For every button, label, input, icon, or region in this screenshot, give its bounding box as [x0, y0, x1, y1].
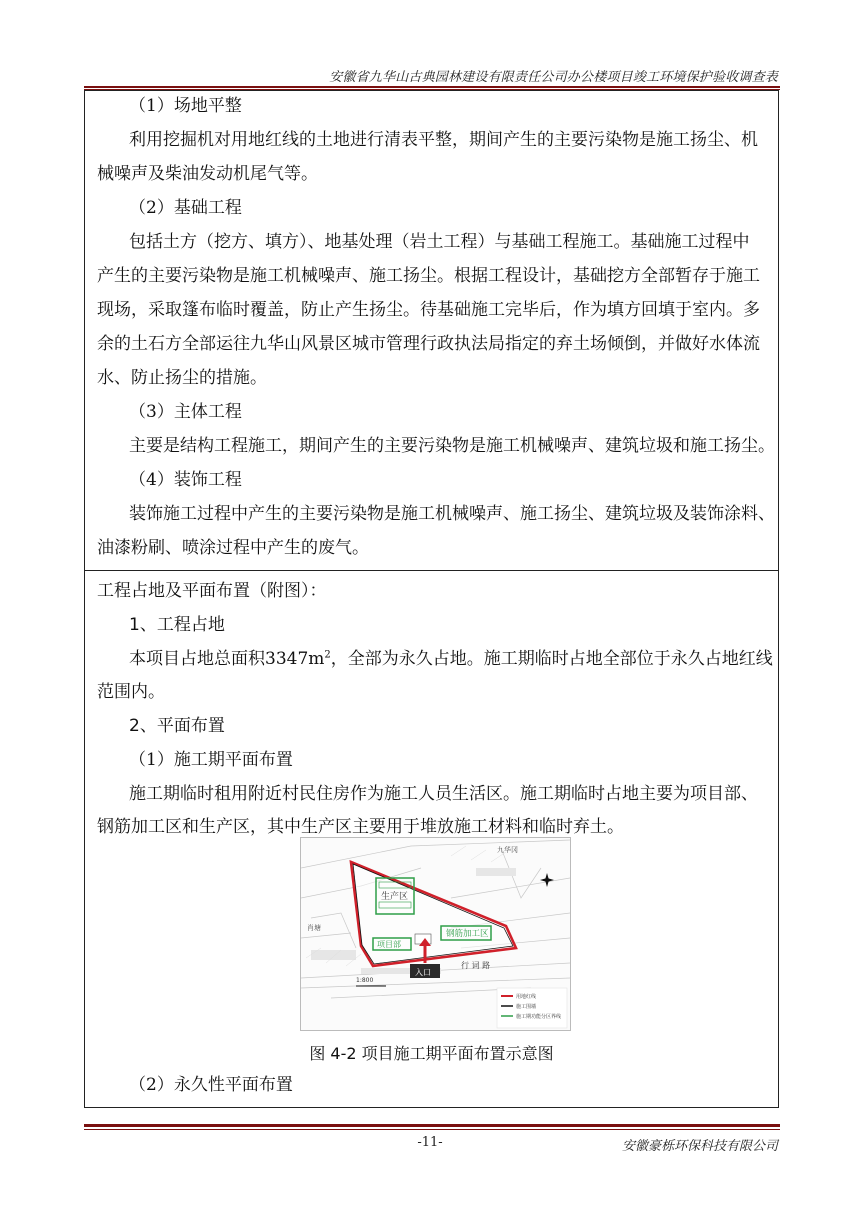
road-label: 行 词 路 — [461, 961, 491, 970]
content-table — [84, 90, 779, 1108]
paragraph-layout-1: 施工期临时租用附近村民住房作为施工人员生活区。施工期临时占地主要为项目部、 — [129, 784, 758, 804]
area-superscript: 2 — [324, 649, 331, 661]
place-label-left: 肖塘 — [307, 924, 321, 932]
footer-company: 安徽豪栎环保科技有限公司 — [621, 1139, 778, 1154]
place-label-top: 九华冈 — [497, 846, 518, 854]
zone-rebar-label: 钢筋加工区 — [446, 929, 489, 939]
site-plan-figure — [300, 837, 571, 1031]
paragraph-layout-2: 钢筋加工区和生产区，其中生产区主要用于堆放施工材料和临时弃土。 — [97, 817, 624, 837]
header-rule — [84, 86, 780, 88]
scale-label: 1:800 — [356, 977, 374, 984]
site-plan-svg — [301, 838, 570, 1030]
paragraph-line: （3）主体工程 — [129, 402, 242, 422]
zone-production-label: 生产区 — [381, 892, 409, 902]
zone-office-label: 项目部 — [377, 940, 401, 949]
paragraph-line: （2）基础工程 — [129, 198, 242, 218]
subheading-construction-layout: （1）施工期平面布置 — [129, 750, 293, 770]
paragraph-area-cont: 范围内。 — [97, 682, 165, 702]
footer-rule — [84, 1124, 780, 1127]
legend-green-line: 施工期功能分区界线 — [516, 1014, 562, 1020]
area-text: 本项目占地总面积3347m — [129, 649, 325, 669]
table-divider — [85, 570, 778, 571]
paragraph-line: 包括土方（挖方、填方）、地基处理（岩土工程）与基础工程施工。基础施工过程中 — [129, 232, 750, 252]
figure-caption: 图 4-2 项目施工期平面布置示意图 — [309, 1044, 554, 1063]
legend-red-line: 用地红线 — [516, 994, 537, 1000]
paragraph-line: 水、防止扬尘的措施。 — [97, 368, 267, 388]
heading-layout: 2、平面布置 — [129, 716, 225, 736]
entrance-label: 入口 — [415, 968, 431, 977]
paragraph-line: 械噪声及柴油发动机尾气等。 — [97, 164, 318, 184]
footer-rule-thin — [84, 1129, 780, 1130]
paragraph-line: 装饰施工过程中产生的主要污染物是施工机械噪声、施工扬尘、建筑垃圾及装饰涂料、 — [129, 504, 775, 524]
paragraph-line: 余的土石方全部运往九华山风景区城市管理行政执法局指定的弃土场倾倒，并做好水体流 — [97, 334, 760, 354]
paragraph-area — [85, 648, 773, 670]
legend-black-line: 施工围墙 — [516, 1004, 537, 1010]
paragraph-line: （1）场地平整 — [129, 96, 242, 116]
heading-land-use: 1、工程占地 — [129, 615, 225, 635]
paragraph-line: （4）装饰工程 — [129, 470, 242, 490]
paragraph-line: 油漆粉刷、喷涂过程中产生的废气。 — [97, 538, 369, 558]
paragraph-line: 产生的主要污染物是施工机械噪声、施工扬尘。根据工程设计，基础挖方全部暂存于施工 — [97, 266, 760, 286]
paragraph-line: 现场，采取篷布临时覆盖，防止产生扬尘。待基础施工完毕后，作为填方回填于室内。多 — [97, 300, 760, 320]
section-title: 工程占地及平面布置（附图）： — [97, 581, 327, 601]
paragraph-line: 利用挖掘机对用地红线的土地进行清表平整，期间产生的主要污染物是施工扬尘、机 — [129, 130, 758, 150]
paragraph-line: 主要是结构工程施工，期间产生的主要污染物是施工机械噪声、建筑垃圾和施工扬尘。 — [129, 436, 775, 456]
subheading-permanent-layout: （2）永久性平面布置 — [129, 1075, 293, 1095]
page-header: 安徽省九华山古典园林建设有限责任公司办公楼项目竣工环境保护验收调查表 — [329, 70, 778, 85]
page-number: -11- — [417, 1135, 443, 1150]
area-text-rest: ，全部为永久占地。施工期临时占地全部位于永久占地红线 — [330, 649, 773, 669]
